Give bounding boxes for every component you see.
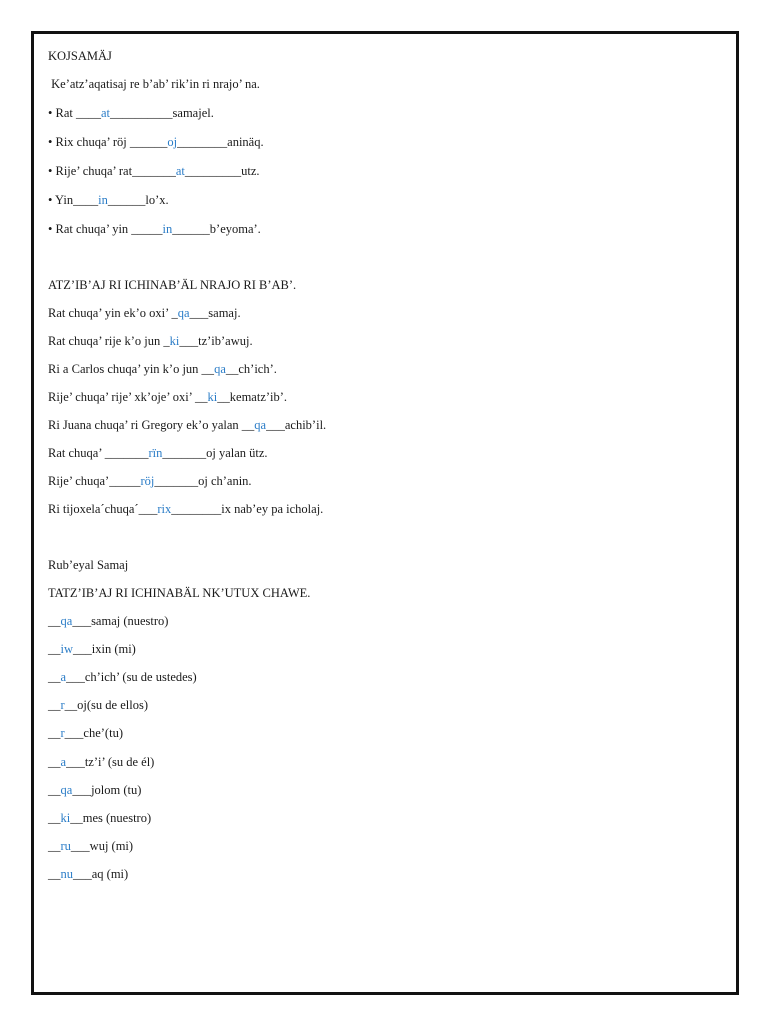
section3-item <box>48 725 123 741</box>
item-prefix: • Rat ____ <box>48 106 101 120</box>
section3-item <box>48 697 148 713</box>
answer-text: ki <box>207 390 218 404</box>
answer-text: rix <box>157 502 172 516</box>
item-prefix: Rat chuqa’ yin ek’o oxi’ _ <box>48 306 178 320</box>
item-suffix: ___samaj (nuestro) <box>72 614 169 628</box>
section3-item <box>48 613 168 629</box>
section3-item <box>48 669 197 685</box>
answer-text: qa <box>214 362 226 376</box>
item-prefix: __ <box>48 755 61 769</box>
section3-item <box>48 866 128 882</box>
section1-item <box>48 105 214 121</box>
item-prefix: __ <box>48 839 61 853</box>
section3-item <box>48 838 133 854</box>
item-prefix: __ <box>48 698 61 712</box>
item-prefix: __ <box>48 867 61 881</box>
item-suffix: _______oj ch’anin. <box>154 474 252 488</box>
answer-text: oj <box>167 135 178 149</box>
answer-text: a <box>60 755 67 769</box>
item-suffix: ___tz’ib’awuj. <box>179 334 253 348</box>
item-suffix: __oj(su de ellos) <box>64 698 148 712</box>
item-prefix: • Rije’ chuqa’ rat_______ <box>48 164 176 178</box>
item-suffix: ________ix nab’ey pa icholaj. <box>171 502 324 516</box>
section2-title: ATZ’IB’AJ RI ICHINAB’ÄL NRAJO RI B’AB’. <box>48 278 297 292</box>
section2-item <box>48 361 277 377</box>
item-suffix: ______b’eyoma’. <box>172 222 261 236</box>
item-suffix: ___ixin (mi) <box>73 642 136 656</box>
section3-title: TATZ’IB’AJ RI ICHINABÄL NK’UTUX CHAWE. <box>48 586 311 600</box>
item-suffix: _______oj yalan ütz. <box>162 446 268 460</box>
item-prefix: Ri Juana chuqa’ ri Gregory ek’o yalan __ <box>48 418 255 432</box>
item-prefix: __ <box>48 670 61 684</box>
item-prefix: __ <box>48 783 61 797</box>
section1-item <box>48 192 169 208</box>
item-prefix: • Rix chuqa’ röj ______ <box>48 135 168 149</box>
item-prefix: • Rat chuqa’ yin _____ <box>48 222 163 236</box>
item-prefix: Rije’ chuqa’ rije’ xk’oje’ oxi’ __ <box>48 390 208 404</box>
item-prefix: Rat chuqa’ _______ <box>48 446 149 460</box>
answer-text: r <box>60 726 65 740</box>
answer-text: iw <box>60 642 73 656</box>
section2-item <box>48 305 241 321</box>
section2-item <box>48 417 326 433</box>
item-prefix: Ri a Carlos chuqa’ yin k’o jun __ <box>48 362 215 376</box>
section2-item <box>48 389 287 405</box>
section3-subtitle: Rub’eyal Samaj <box>48 558 129 572</box>
answer-text: qa <box>60 783 73 797</box>
answer-text: ki <box>169 334 180 348</box>
answer-text: a <box>60 670 67 684</box>
answer-text: r <box>60 698 65 712</box>
section2-item <box>48 473 252 489</box>
item-suffix: __ch’ich’. <box>225 362 277 376</box>
item-suffix: ___jolom (tu) <box>72 783 142 797</box>
item-suffix: ___che’(tu) <box>64 726 123 740</box>
item-suffix: ___samaj. <box>189 306 241 320</box>
item-suffix: ______lo’x. <box>107 193 169 207</box>
section2-item <box>48 501 323 517</box>
answer-text: qa <box>177 306 190 320</box>
worksheet-frame <box>31 31 739 995</box>
section2-item <box>48 445 268 461</box>
item-prefix: • Yin____ <box>48 193 99 207</box>
item-suffix: __kematz’ib’. <box>217 390 288 404</box>
item-prefix: Rat chuqa’ rije k’o jun _ <box>48 334 170 348</box>
item-suffix: _________utz. <box>184 164 260 178</box>
item-suffix: ___wuj (mi) <box>70 839 134 853</box>
answer-text: qa <box>60 614 73 628</box>
section1-instruction: Ke’atz’aqatisaj re b’ab’ rik’in ri nrajo’ na. <box>48 77 260 91</box>
answer-text: ki <box>60 811 71 825</box>
item-suffix: __________samajel. <box>110 106 214 120</box>
answer-text: in <box>162 222 173 236</box>
section3-item <box>48 810 151 826</box>
answer-text: ru <box>60 839 71 853</box>
answer-text: in <box>98 193 108 207</box>
item-suffix: __mes (nuestro) <box>70 811 152 825</box>
answer-text: röj <box>140 474 155 488</box>
item-prefix: __ <box>48 614 61 628</box>
item-suffix: ___tz’i’ (su de él) <box>66 755 155 769</box>
section2-item <box>48 333 253 349</box>
section3-item <box>48 754 154 770</box>
item-prefix: Rije’ chuqa’_____ <box>48 474 141 488</box>
section1-title: KOJSAMÄJ <box>48 49 112 63</box>
section1-item <box>48 163 260 179</box>
item-prefix: __ <box>48 726 61 740</box>
answer-text: at <box>101 106 111 120</box>
section3-item <box>48 641 136 657</box>
answer-text: at <box>175 164 185 178</box>
answer-text: nu <box>60 867 73 881</box>
item-suffix: ___aq (mi) <box>73 867 129 881</box>
section1-item <box>48 134 264 150</box>
section3-item <box>48 782 141 798</box>
answer-text: qa <box>254 418 267 432</box>
section1-item <box>48 221 261 237</box>
item-prefix: __ <box>48 811 61 825</box>
item-prefix: __ <box>48 642 61 656</box>
item-prefix: Ri tijoxela´chuqa´___ <box>48 502 158 516</box>
item-suffix: ________aninäq. <box>177 135 264 149</box>
item-suffix: ___achib’il. <box>266 418 327 432</box>
answer-text: rïn <box>148 446 163 460</box>
item-suffix: ___ch’ich’ (su de ustedes) <box>66 670 197 684</box>
